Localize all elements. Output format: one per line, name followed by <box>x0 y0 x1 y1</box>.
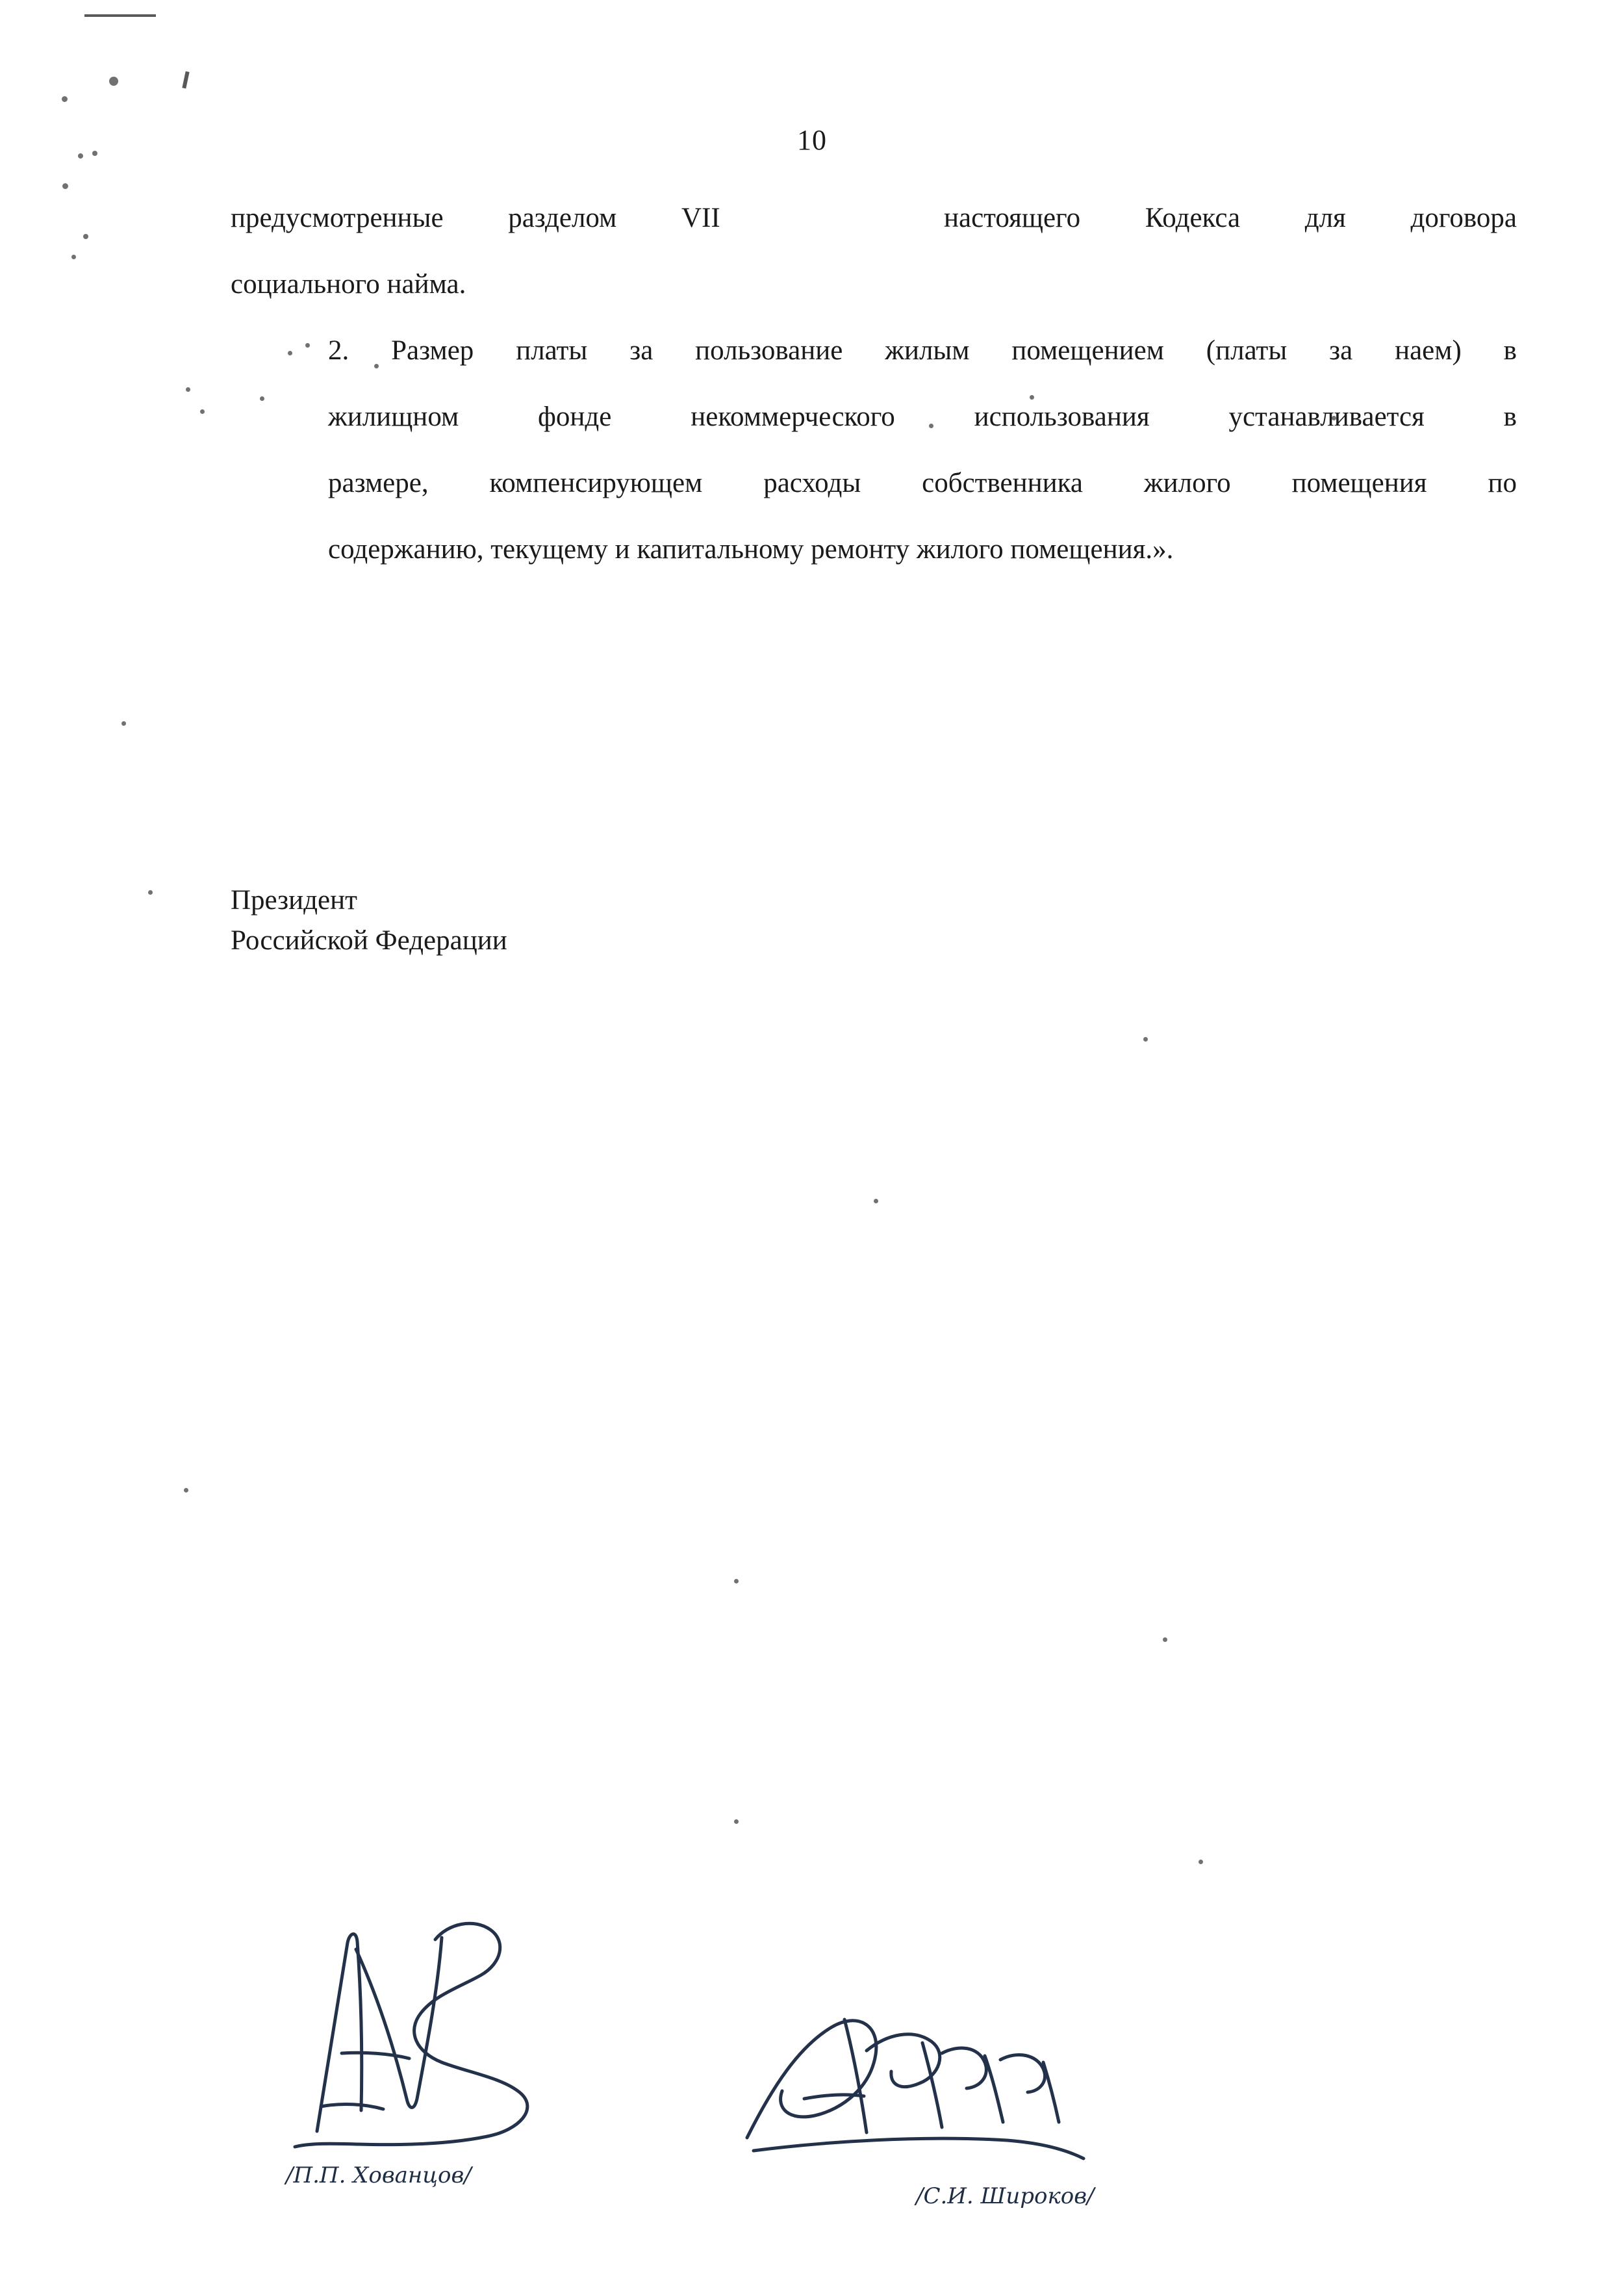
scan-speck <box>184 1488 188 1492</box>
signature-right-stroke <box>728 1988 1104 2203</box>
paragraph-2-line-1: 2. Размер платы за пользование жилым помещением (платы за наем) в <box>328 335 1517 366</box>
paragraph-1-line-2: социального найма. <box>231 269 466 300</box>
scan-speck <box>62 96 68 102</box>
paragraph-2-line-4: содержанию, текущему и капитальному ремонту жилого помещения.». <box>328 534 1174 565</box>
scan-speck <box>1199 1860 1203 1864</box>
signature-left-stroke <box>279 1904 578 2177</box>
scan-speck <box>734 1819 739 1824</box>
paragraph-2-line-2: жилищном фонде некоммерческого использования устанавливается в <box>328 402 1517 432</box>
signer-title-line-1: Президент <box>231 885 357 916</box>
scan-speck <box>182 71 189 89</box>
signature-right-caption: /С.И. Широков/ <box>916 2183 1095 2209</box>
scan-speck <box>200 409 205 414</box>
p1-seg-2: разделом <box>508 203 617 233</box>
scan-edge-mark <box>84 14 156 17</box>
p1-seg-1: предусмотренные <box>231 203 444 233</box>
scan-speck <box>1143 1037 1148 1042</box>
signature-left <box>279 1904 578 2188</box>
paragraph-2-line-3: размере, компенсирующем расходы собственника жилого помещения по <box>328 468 1517 498</box>
p1-seg-3: VII <box>681 203 720 233</box>
page-number: 10 <box>797 124 827 156</box>
signature-right <box>728 1988 1104 2209</box>
scan-speck <box>62 183 68 189</box>
scan-speck <box>71 255 76 259</box>
scan-speck <box>83 234 88 239</box>
scan-speck <box>121 721 126 726</box>
signer-title-line-2: Российской Федерации <box>231 925 507 956</box>
signature-block <box>231 880 507 961</box>
scan-speck <box>1163 1637 1167 1642</box>
paragraph-1 <box>231 185 1517 318</box>
document-body <box>231 185 1517 583</box>
scan-speck <box>734 1579 739 1583</box>
paragraph-2 <box>231 318 1517 583</box>
p1-seg-4: настоящего Кодекса для договора <box>943 203 1517 233</box>
paragraph-1-line-1 <box>231 185 1517 251</box>
scan-speck <box>148 890 153 895</box>
scan-speck <box>874 1199 878 1203</box>
scan-speck <box>109 77 118 86</box>
signature-left-caption: /П.П. Хованцов/ <box>286 2162 472 2188</box>
scan-speck <box>186 387 190 392</box>
